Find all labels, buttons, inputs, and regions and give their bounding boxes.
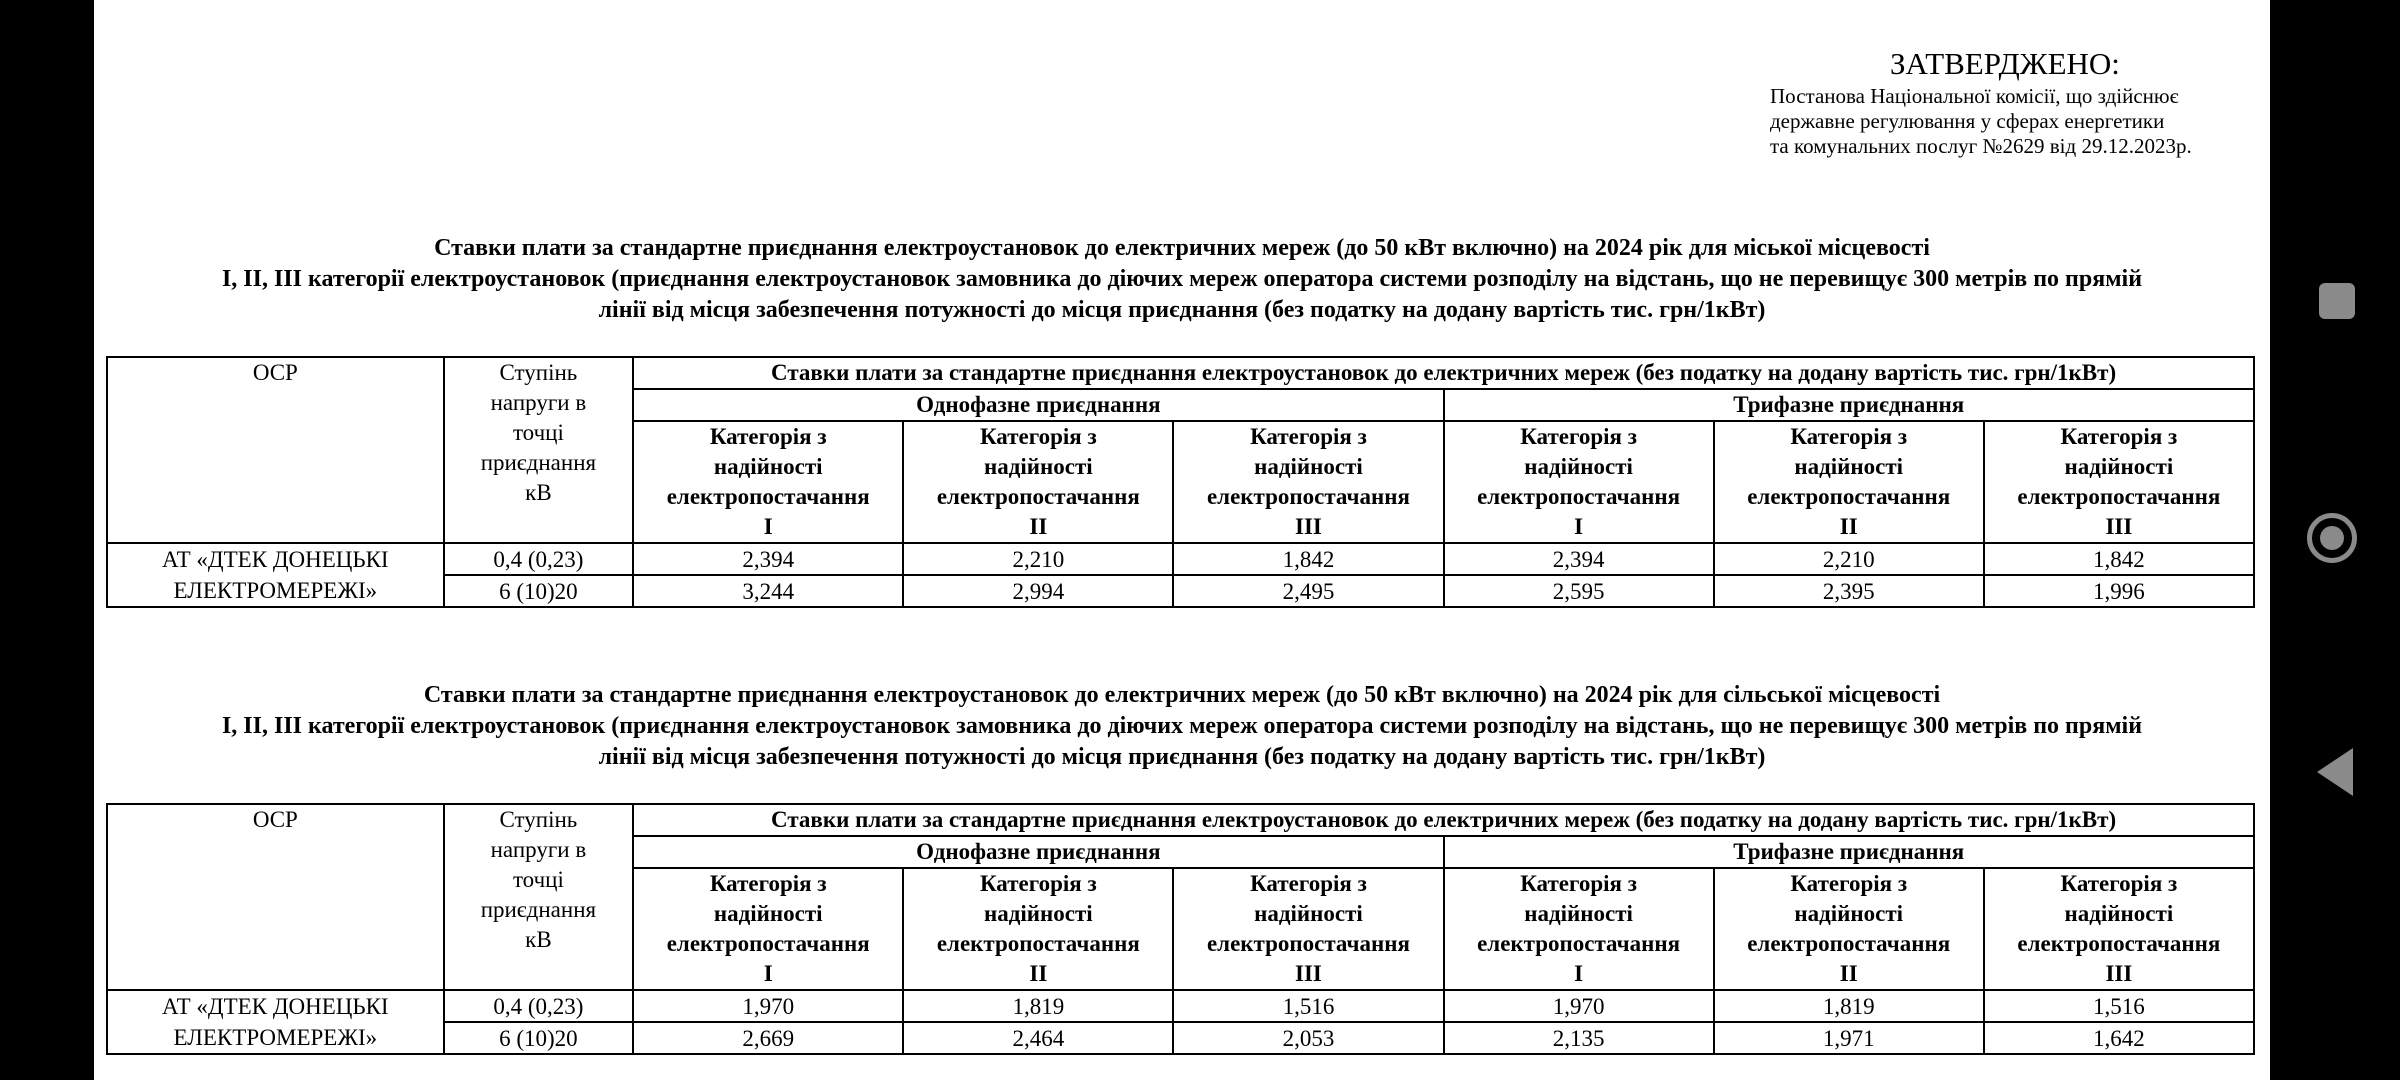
home-icon[interactable] [2307,513,2357,563]
category-header [1444,421,1714,543]
category-header-line: Категорія з [1790,871,1908,896]
rate-cell: 2,994 [903,575,1173,607]
category-header-line: електропостачання [1747,484,1951,509]
voltage-header-line: напруги в [490,837,587,862]
rate-cell: 1,642 [1984,1022,2254,1054]
document-page[interactable] [94,0,2270,1080]
category-header-line: ІІ [1839,961,1858,986]
category-header-line: електропостачання [1477,484,1681,509]
category-header [1173,421,1443,543]
rate-cell: 1,970 [633,990,903,1022]
section-title-line: Ставки плати за стандартне приєднання електроустановок до електричних мереж (до 50 кВт включно) на 2024 рік для сільської місцевості [423,682,1941,708]
category-header-line: електропостачання [666,931,870,956]
approval-block [1770,46,2250,159]
rate-cell: 1,819 [903,990,1173,1022]
rate-cell: 2,053 [1173,1022,1443,1054]
three-phase-header: Трифазне приєднання [1444,836,2254,868]
voltage-header [444,357,633,543]
table-row [107,990,2254,1022]
category-header-line: надійності [1524,901,1633,926]
category-header [633,868,903,990]
rate-cell: 2,135 [1444,1022,1714,1054]
single-phase-header: Однофазне приєднання [633,836,1443,868]
category-header-line: надійності [1254,901,1363,926]
category-header-line: ІІ [1839,514,1858,539]
category-header-line: Категорія з [979,871,1097,896]
category-header-line: електропостачання [936,931,1140,956]
home-icon-dot [2320,526,2344,550]
three-phase-header: Трифазне приєднання [1444,389,2254,421]
category-header [1984,421,2254,543]
category-header-line: надійності [983,901,1093,926]
osr-name [107,990,444,1054]
voltage-header-line: точці [512,420,564,445]
header-row [107,357,2254,389]
category-header-line: Категорія з [1520,871,1637,896]
category-header-line: електропостачання [1206,484,1410,509]
category-header-line: Категорія з [979,424,1097,449]
approval-title: ЗАТВЕРДЖЕНО: [1890,46,2120,81]
category-header-line: надійності [2064,901,2174,926]
rate-cell: 2,595 [1444,575,1714,607]
urban-rates-table [106,356,2255,608]
section-title-line: лінії від місця забезпечення потужності до місця приєднання (без податку на додану вартість тис. грн/1кВт) [598,744,1766,770]
category-header-line: Категорія з [2060,424,2178,449]
rate-cell: 3,244 [633,575,903,607]
table-row [107,543,2254,575]
section-title-line: лінії від місця забезпечення потужності до місця приєднання (без податку на додану вартість тис. грн/1кВт) [598,297,1766,323]
rate-cell: 2,669 [633,1022,903,1054]
rate-cell: 1,842 [1173,543,1443,575]
category-header-line: ІІ [1029,961,1048,986]
osr-name-line: АТ «ДТЕК ДОНЕЦЬКІ [162,994,389,1019]
category-header-line: Категорія з [1250,424,1367,449]
category-header [1444,868,1714,990]
rural-section [94,680,2270,773]
category-header [903,868,1173,990]
section-title-line: І, ІІ, ІІІ категорії електроустановок (приєднання електроустановок замовника до діючих мереж оператора системи розподілу на відстань, що не перевищує 300 метрів по прямій [221,713,2143,739]
category-header-line: електропостачання [1747,931,1951,956]
voltage-header-line: кВ [525,927,552,952]
single-phase-header: Однофазне приєднання [633,389,1443,421]
category-header [633,421,903,543]
category-header-line: І [1574,961,1584,986]
category-header [1984,868,2254,990]
android-nav-bar [2270,0,2400,1080]
category-header-line: ІІІ [2105,961,2133,986]
category-header-line: електропостачання [1206,931,1410,956]
approval-line: Постанова Національної комісії, що здійснює [1770,84,2179,108]
category-header-line: електропостачання [2017,484,2221,509]
voltage-header-line: приєднання [480,450,597,475]
category-header-line: електропостачання [2017,931,2221,956]
rate-cell: 1,996 [1984,575,2254,607]
back-icon[interactable] [2317,748,2353,796]
osr-name-line: ЕЛЕКТРОМЕРЕЖІ» [173,578,378,603]
category-header-line: Категорія з [2060,871,2178,896]
rate-cell: 2,394 [1444,543,1714,575]
recent-apps-icon[interactable] [2319,283,2355,319]
category-header [1714,421,1984,543]
rate-cell: 2,464 [903,1022,1173,1054]
section-title-line: І, ІІ, ІІІ категорії електроустановок (приєднання електроустановок замовника до діючих мереж оператора системи розподілу на відстань, що не перевищує 300 метрів по прямій [221,266,2143,292]
category-header-line: надійності [1794,454,1904,479]
category-header-line: надійності [1524,454,1633,479]
voltage-cell: 6 (10)20 [444,1022,633,1054]
category-header-line: Категорія з [709,871,827,896]
rural-rates-table [106,803,2255,1055]
rate-cell: 2,395 [1714,575,1984,607]
category-header [903,421,1173,543]
category-header-line: ІІІ [2105,514,2133,539]
voltage-cell: 0,4 (0,23) [444,990,633,1022]
urban-section [94,233,2270,326]
osr-name [107,543,444,607]
category-header-line: надійності [2064,454,2174,479]
category-header-line: Категорія з [709,424,827,449]
category-header-line: електропостачання [936,484,1140,509]
category-header-line: Категорія з [1790,424,1908,449]
rate-cell: 2,210 [1714,543,1984,575]
osr-name-line: ЕЛЕКТРОМЕРЕЖІ» [173,1025,378,1050]
category-header-line: надійності [1794,901,1904,926]
category-header-line: ІІ [1029,514,1048,539]
header-row [107,804,2254,836]
category-header-line: Категорія з [1520,424,1637,449]
category-header-line: надійності [1254,454,1363,479]
rate-cell: 2,495 [1173,575,1443,607]
category-header [1714,868,1984,990]
rate-cell: 1,516 [1984,990,2254,1022]
category-header-line: надійності [713,454,823,479]
rate-cell: 1,970 [1444,990,1714,1022]
category-header-line: Категорія з [1250,871,1367,896]
rate-cell: 2,210 [903,543,1173,575]
category-header-line: І [763,514,773,539]
approval-line: державне регулювання у сферах енергетики [1770,109,2165,133]
section-title-line: Ставки плати за стандартне приєднання електроустановок до електричних мереж (до 50 кВт включно) на 2024 рік для міської місцевості [434,235,1930,261]
category-header-line: надійності [983,454,1093,479]
voltage-header-line: точці [512,867,564,892]
osr-header: ОСР [107,804,444,990]
category-header-line: електропостачання [666,484,870,509]
voltage-header-line: кВ [525,480,552,505]
rates-header: Ставки плати за стандартне приєднання електроустановок до електричних мереж (без податку на додану вартість тис. грн/1кВт) [633,357,2254,389]
category-header-line: ІІІ [1295,514,1322,539]
rate-cell: 1,819 [1714,990,1984,1022]
voltage-header-line: Ступінь [499,807,578,832]
section-title [110,233,2254,326]
rate-cell: 1,516 [1173,990,1443,1022]
rates-header: Ставки плати за стандартне приєднання електроустановок до електричних мереж (без податку на додану вартість тис. грн/1кВт) [633,804,2254,836]
voltage-cell: 6 (10)20 [444,575,633,607]
rate-cell: 2,394 [633,543,903,575]
section-title [110,680,2254,773]
category-header [1173,868,1443,990]
category-header-line: І [1574,514,1584,539]
category-header-line: надійності [713,901,823,926]
category-header-line: І [763,961,773,986]
voltage-header-line: приєднання [480,897,597,922]
voltage-header [444,804,633,990]
category-header-line: ІІІ [1295,961,1322,986]
rate-cell: 1,842 [1984,543,2254,575]
osr-header: ОСР [107,357,444,543]
osr-name-line: АТ «ДТЕК ДОНЕЦЬКІ [162,547,389,572]
voltage-header-line: Ступінь [499,360,578,385]
rate-cell: 1,971 [1714,1022,1984,1054]
approval-line: та комунальних послуг №2629 від 29.12.2023р. [1770,134,2192,158]
voltage-cell: 0,4 (0,23) [444,543,633,575]
voltage-header-line: напруги в [490,390,587,415]
category-header-line: електропостачання [1477,931,1681,956]
